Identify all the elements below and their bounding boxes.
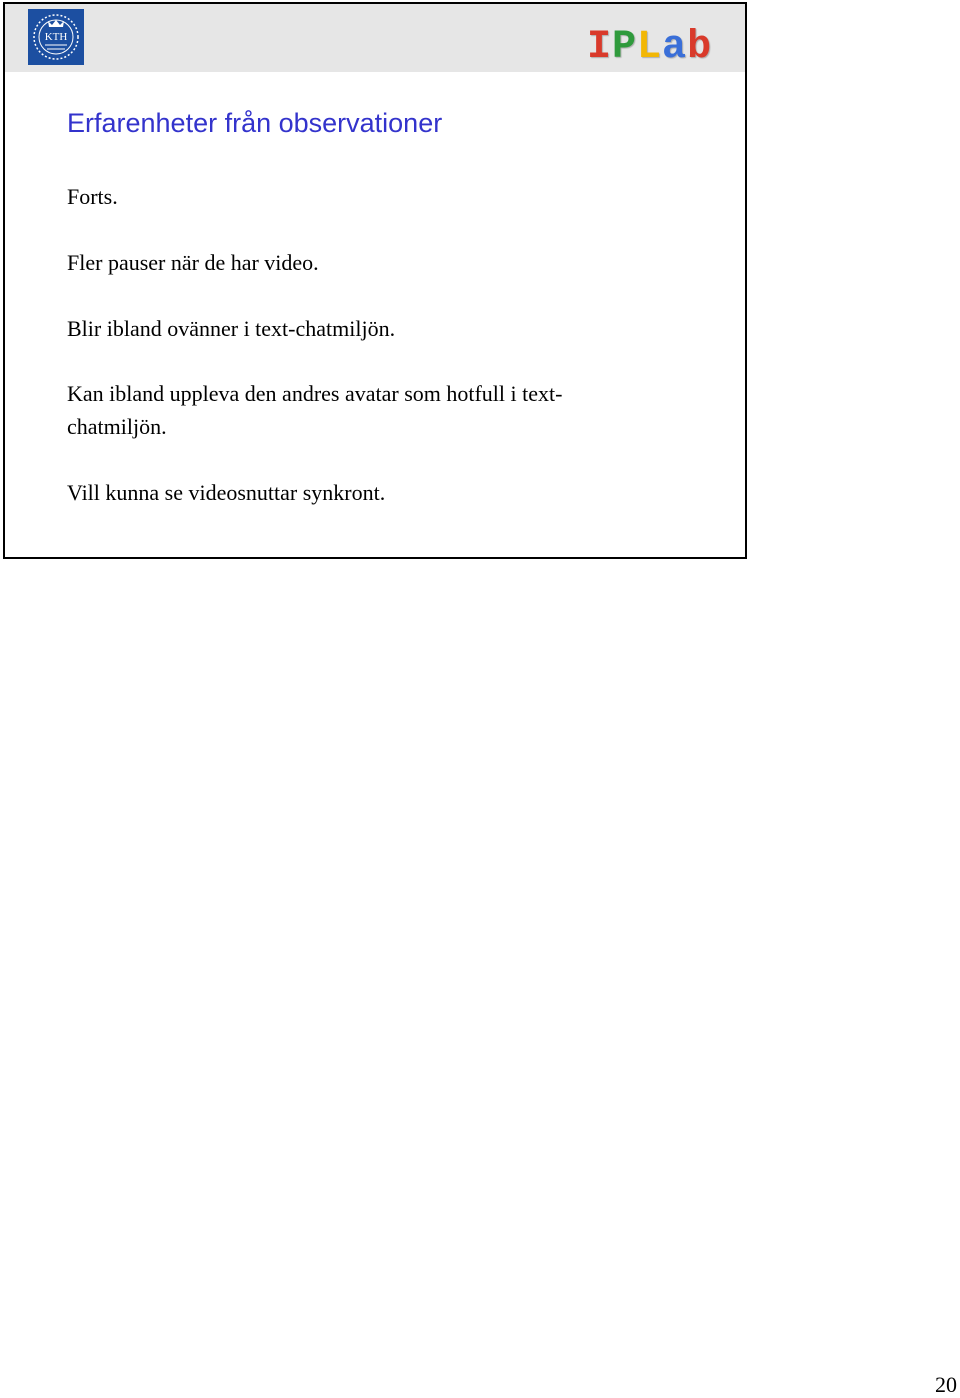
iplab-logo-letter: b: [687, 25, 713, 70]
slide-title: Erfarenheter från observationer: [67, 108, 443, 138]
slide-header: [5, 4, 745, 72]
paragraph-forts: Forts.: [67, 184, 118, 209]
slide: [3, 2, 747, 559]
kth-logo-text: KTH: [44, 31, 68, 43]
paragraph-pauses: Fler pauser när de har video.: [67, 250, 319, 275]
iplab-logo-letter: L: [637, 25, 663, 70]
paragraph-video-clips: Vill kunna se videosnuttar synkront.: [67, 480, 386, 505]
iplab-logo-letter: a: [662, 25, 688, 70]
iplab-logo-letter: I: [587, 25, 613, 70]
paragraph-enemies: Blir ibland ovänner i text-chatmiljön.: [67, 316, 396, 341]
kth-logo-icon: [28, 9, 84, 65]
page-number: 20: [935, 1372, 957, 1397]
iplab-logo-letter: P: [612, 25, 638, 70]
iplab-logo: [587, 26, 712, 70]
paragraph-avatar: Kan ibland uppleva den andres avatar som hotfull i text-chatmiljön.: [67, 381, 563, 439]
